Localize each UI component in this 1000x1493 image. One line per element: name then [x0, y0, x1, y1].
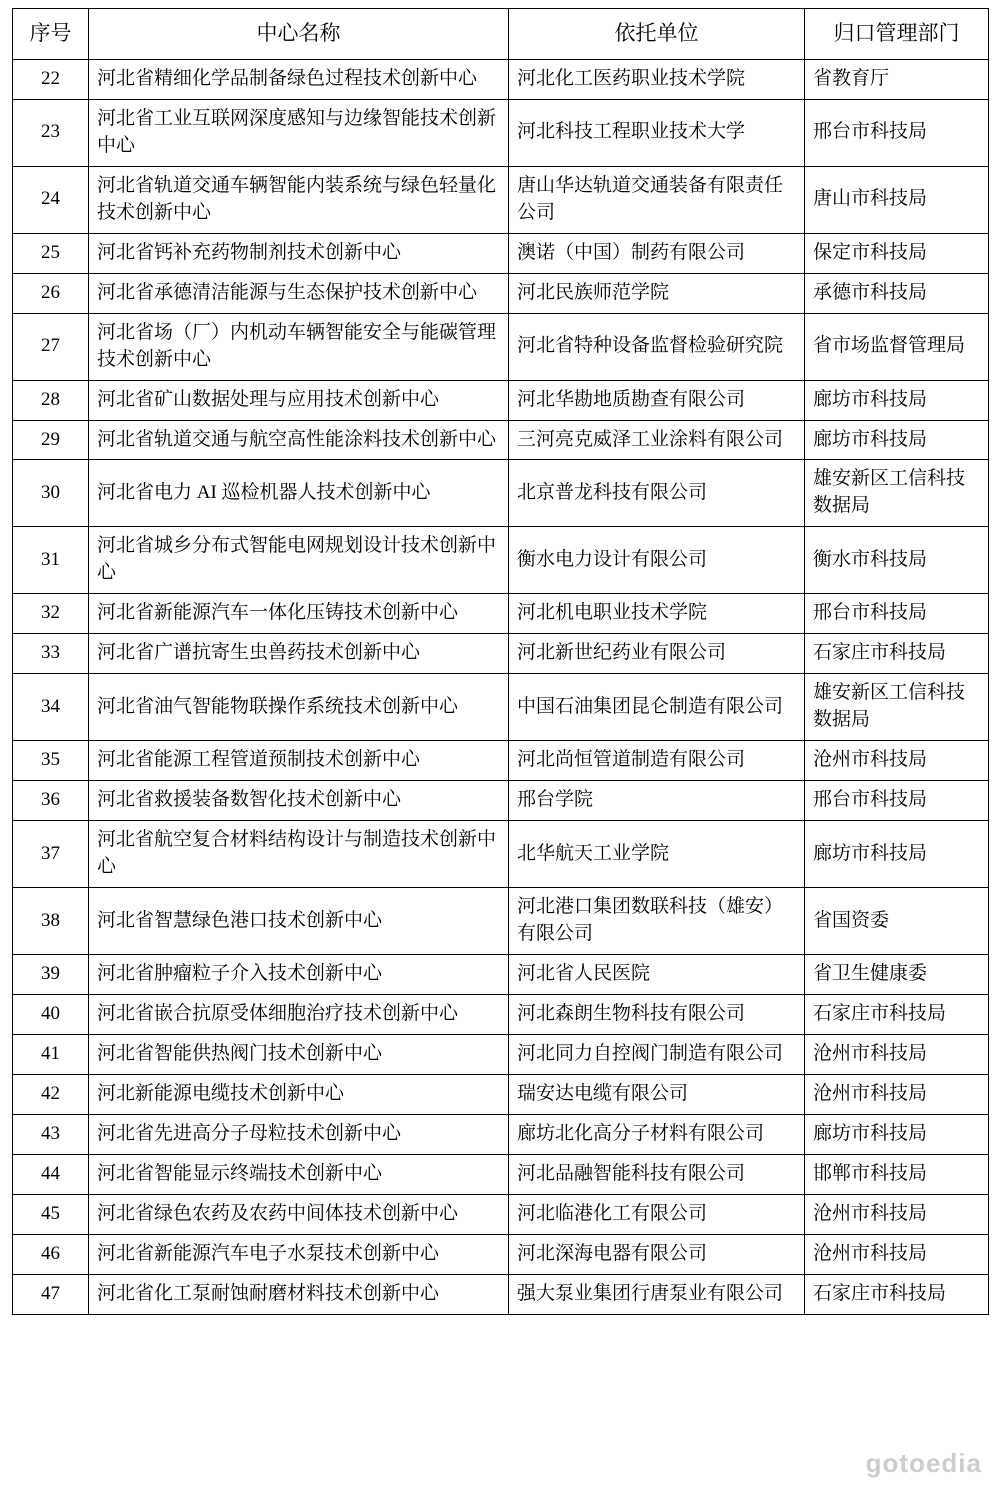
- cell-seq: 33: [13, 634, 89, 674]
- cell-center-name: 河北省轨道交通与航空高性能涂料技术创新中心: [89, 420, 509, 460]
- cell-managing-dept: 廊坊市科技局: [805, 380, 989, 420]
- cell-seq: 27: [13, 313, 89, 380]
- cell-managing-dept: 石家庄市科技局: [805, 995, 989, 1035]
- cell-seq: 39: [13, 955, 89, 995]
- cell-managing-dept: 邢台市科技局: [805, 99, 989, 166]
- cell-seq: 28: [13, 380, 89, 420]
- table-row: [13, 634, 989, 674]
- cell-center-name: 河北省轨道交通车辆智能内装系统与绿色轻量化技术创新中心: [89, 166, 509, 233]
- cell-center-name: 河北省新能源汽车一体化压铸技术创新中心: [89, 594, 509, 634]
- table-header-row: [13, 9, 989, 60]
- cell-center-name: 河北省绿色农药及农药中间体技术创新中心: [89, 1194, 509, 1234]
- cell-seq: 31: [13, 527, 89, 594]
- cell-managing-dept: 石家庄市科技局: [805, 1274, 989, 1314]
- table-row: [13, 99, 989, 166]
- table-row: [13, 1154, 989, 1194]
- cell-host-unit: 河北临港化工有限公司: [509, 1194, 805, 1234]
- cell-managing-dept: 廊坊市科技局: [805, 1114, 989, 1154]
- cell-host-unit: 河北化工医药职业技术学院: [509, 59, 805, 99]
- cell-host-unit: 河北森朗生物科技有限公司: [509, 995, 805, 1035]
- cell-center-name: 河北省先进高分子母粒技术创新中心: [89, 1114, 509, 1154]
- cell-managing-dept: 雄安新区工信科技数据局: [805, 674, 989, 741]
- cell-managing-dept: 省市场监督管理局: [805, 313, 989, 380]
- table-row: [13, 1274, 989, 1314]
- table-header: [13, 9, 989, 60]
- cell-seq: 40: [13, 995, 89, 1035]
- cell-managing-dept: 廊坊市科技局: [805, 821, 989, 888]
- table-row: [13, 1194, 989, 1234]
- cell-managing-dept: 省国资委: [805, 888, 989, 955]
- cell-managing-dept: 沧州市科技局: [805, 741, 989, 781]
- table-row: [13, 888, 989, 955]
- cell-seq: 38: [13, 888, 89, 955]
- table-row: [13, 1114, 989, 1154]
- column-header-unit: 依托单位: [509, 9, 805, 60]
- cell-managing-dept: 省教育厅: [805, 59, 989, 99]
- cell-center-name: 河北省肿瘤粒子介入技术创新中心: [89, 955, 509, 995]
- cell-host-unit: 北京普龙科技有限公司: [509, 460, 805, 527]
- cell-center-name: 河北省场（厂）内机动车辆智能安全与能碳管理技术创新中心: [89, 313, 509, 380]
- cell-center-name: 河北省矿山数据处理与应用技术创新中心: [89, 380, 509, 420]
- table-row: [13, 1074, 989, 1114]
- cell-host-unit: 澳诺（中国）制药有限公司: [509, 233, 805, 273]
- table-row: [13, 233, 989, 273]
- cell-host-unit: 河北新世纪药业有限公司: [509, 634, 805, 674]
- table-row: [13, 594, 989, 634]
- cell-host-unit: 河北同力自控阀门制造有限公司: [509, 1034, 805, 1074]
- innovation-centers-table: [12, 8, 989, 1315]
- cell-center-name: 河北省化工泵耐蚀耐磨材料技术创新中心: [89, 1274, 509, 1314]
- cell-host-unit: 河北品融智能科技有限公司: [509, 1154, 805, 1194]
- column-header-name: 中心名称: [89, 9, 509, 60]
- cell-host-unit: 北华航天工业学院: [509, 821, 805, 888]
- cell-host-unit: 河北科技工程职业技术大学: [509, 99, 805, 166]
- cell-center-name: 河北省钙补充药物制剂技术创新中心: [89, 233, 509, 273]
- table-row: [13, 313, 989, 380]
- cell-seq: 26: [13, 273, 89, 313]
- cell-seq: 45: [13, 1194, 89, 1234]
- cell-host-unit: 三河亮克威泽工业涂料有限公司: [509, 420, 805, 460]
- cell-managing-dept: 唐山市科技局: [805, 166, 989, 233]
- cell-managing-dept: 沧州市科技局: [805, 1074, 989, 1114]
- cell-seq: 30: [13, 460, 89, 527]
- cell-host-unit: 衡水电力设计有限公司: [509, 527, 805, 594]
- cell-center-name: 河北新能源电缆技术创新中心: [89, 1074, 509, 1114]
- table-row: [13, 1234, 989, 1274]
- column-header-seq: 序号: [13, 9, 89, 60]
- cell-host-unit: 河北民族师范学院: [509, 273, 805, 313]
- cell-seq: 43: [13, 1114, 89, 1154]
- cell-center-name: 河北省承德清洁能源与生态保护技术创新中心: [89, 273, 509, 313]
- cell-managing-dept: 沧州市科技局: [805, 1194, 989, 1234]
- cell-managing-dept: 省卫生健康委: [805, 955, 989, 995]
- cell-center-name: 河北省智能供热阀门技术创新中心: [89, 1034, 509, 1074]
- cell-host-unit: 河北机电职业技术学院: [509, 594, 805, 634]
- cell-seq: 35: [13, 741, 89, 781]
- cell-host-unit: 河北尚恒管道制造有限公司: [509, 741, 805, 781]
- cell-managing-dept: 承德市科技局: [805, 273, 989, 313]
- cell-seq: 29: [13, 420, 89, 460]
- table-body: [13, 59, 989, 1314]
- cell-host-unit: 中国石油集团昆仑制造有限公司: [509, 674, 805, 741]
- cell-managing-dept: 邢台市科技局: [805, 781, 989, 821]
- cell-managing-dept: 邯郸市科技局: [805, 1154, 989, 1194]
- table-row: [13, 420, 989, 460]
- cell-center-name: 河北省城乡分布式智能电网规划设计技术创新中心: [89, 527, 509, 594]
- cell-center-name: 河北省智慧绿色港口技术创新中心: [89, 888, 509, 955]
- cell-center-name: 河北省广谱抗寄生虫兽药技术创新中心: [89, 634, 509, 674]
- cell-seq: 44: [13, 1154, 89, 1194]
- cell-host-unit: 瑞安达电缆有限公司: [509, 1074, 805, 1114]
- table-row: [13, 821, 989, 888]
- cell-managing-dept: 廊坊市科技局: [805, 420, 989, 460]
- cell-host-unit: 河北深海电器有限公司: [509, 1234, 805, 1274]
- cell-host-unit: 廊坊北化高分子材料有限公司: [509, 1114, 805, 1154]
- cell-managing-dept: 邢台市科技局: [805, 594, 989, 634]
- table-row: [13, 166, 989, 233]
- cell-managing-dept: 衡水市科技局: [805, 527, 989, 594]
- table-row: [13, 380, 989, 420]
- cell-managing-dept: 石家庄市科技局: [805, 634, 989, 674]
- table-row: [13, 995, 989, 1035]
- cell-center-name: 河北省电力 AI 巡检机器人技术创新中心: [89, 460, 509, 527]
- column-header-dept: 归口管理部门: [805, 9, 989, 60]
- cell-center-name: 河北省工业互联网深度感知与边缘智能技术创新中心: [89, 99, 509, 166]
- table-row: [13, 1034, 989, 1074]
- cell-seq: 37: [13, 821, 89, 888]
- cell-center-name: 河北省油气智能物联操作系统技术创新中心: [89, 674, 509, 741]
- cell-host-unit: 强大泵业集团行唐泵业有限公司: [509, 1274, 805, 1314]
- watermark-text: gotoedia: [865, 1448, 982, 1478]
- cell-host-unit: 河北省特种设备监督检验研究院: [509, 313, 805, 380]
- cell-seq: 25: [13, 233, 89, 273]
- table-row: [13, 741, 989, 781]
- table-row: [13, 781, 989, 821]
- cell-center-name: 河北省智能显示终端技术创新中心: [89, 1154, 509, 1194]
- cell-host-unit: 唐山华达轨道交通装备有限责任公司: [509, 166, 805, 233]
- cell-managing-dept: 沧州市科技局: [805, 1034, 989, 1074]
- table-row: [13, 59, 989, 99]
- cell-center-name: 河北省新能源汽车电子水泵技术创新中心: [89, 1234, 509, 1274]
- cell-host-unit: 河北港口集团数联科技（雄安）有限公司: [509, 888, 805, 955]
- cell-managing-dept: 保定市科技局: [805, 233, 989, 273]
- cell-center-name: 河北省能源工程管道预制技术创新中心: [89, 741, 509, 781]
- cell-managing-dept: 沧州市科技局: [805, 1234, 989, 1274]
- table-row: [13, 955, 989, 995]
- table-row: [13, 527, 989, 594]
- cell-host-unit: 河北省人民医院: [509, 955, 805, 995]
- cell-seq: 47: [13, 1274, 89, 1314]
- table-row: [13, 273, 989, 313]
- cell-host-unit: 河北华勘地质勘查有限公司: [509, 380, 805, 420]
- cell-seq: 23: [13, 99, 89, 166]
- cell-seq: 34: [13, 674, 89, 741]
- cell-seq: 46: [13, 1234, 89, 1274]
- cell-center-name: 河北省嵌合抗原受体细胞治疗技术创新中心: [89, 995, 509, 1035]
- cell-host-unit: 邢台学院: [509, 781, 805, 821]
- table-row: [13, 674, 989, 741]
- cell-center-name: 河北省救援装备数智化技术创新中心: [89, 781, 509, 821]
- cell-managing-dept: 雄安新区工信科技数据局: [805, 460, 989, 527]
- cell-center-name: 河北省航空复合材料结构设计与制造技术创新中心: [89, 821, 509, 888]
- cell-seq: 22: [13, 59, 89, 99]
- cell-seq: 36: [13, 781, 89, 821]
- cell-seq: 24: [13, 166, 89, 233]
- cell-center-name: 河北省精细化学品制备绿色过程技术创新中心: [89, 59, 509, 99]
- cell-seq: 42: [13, 1074, 89, 1114]
- cell-seq: 32: [13, 594, 89, 634]
- cell-seq: 41: [13, 1034, 89, 1074]
- table-row: [13, 460, 989, 527]
